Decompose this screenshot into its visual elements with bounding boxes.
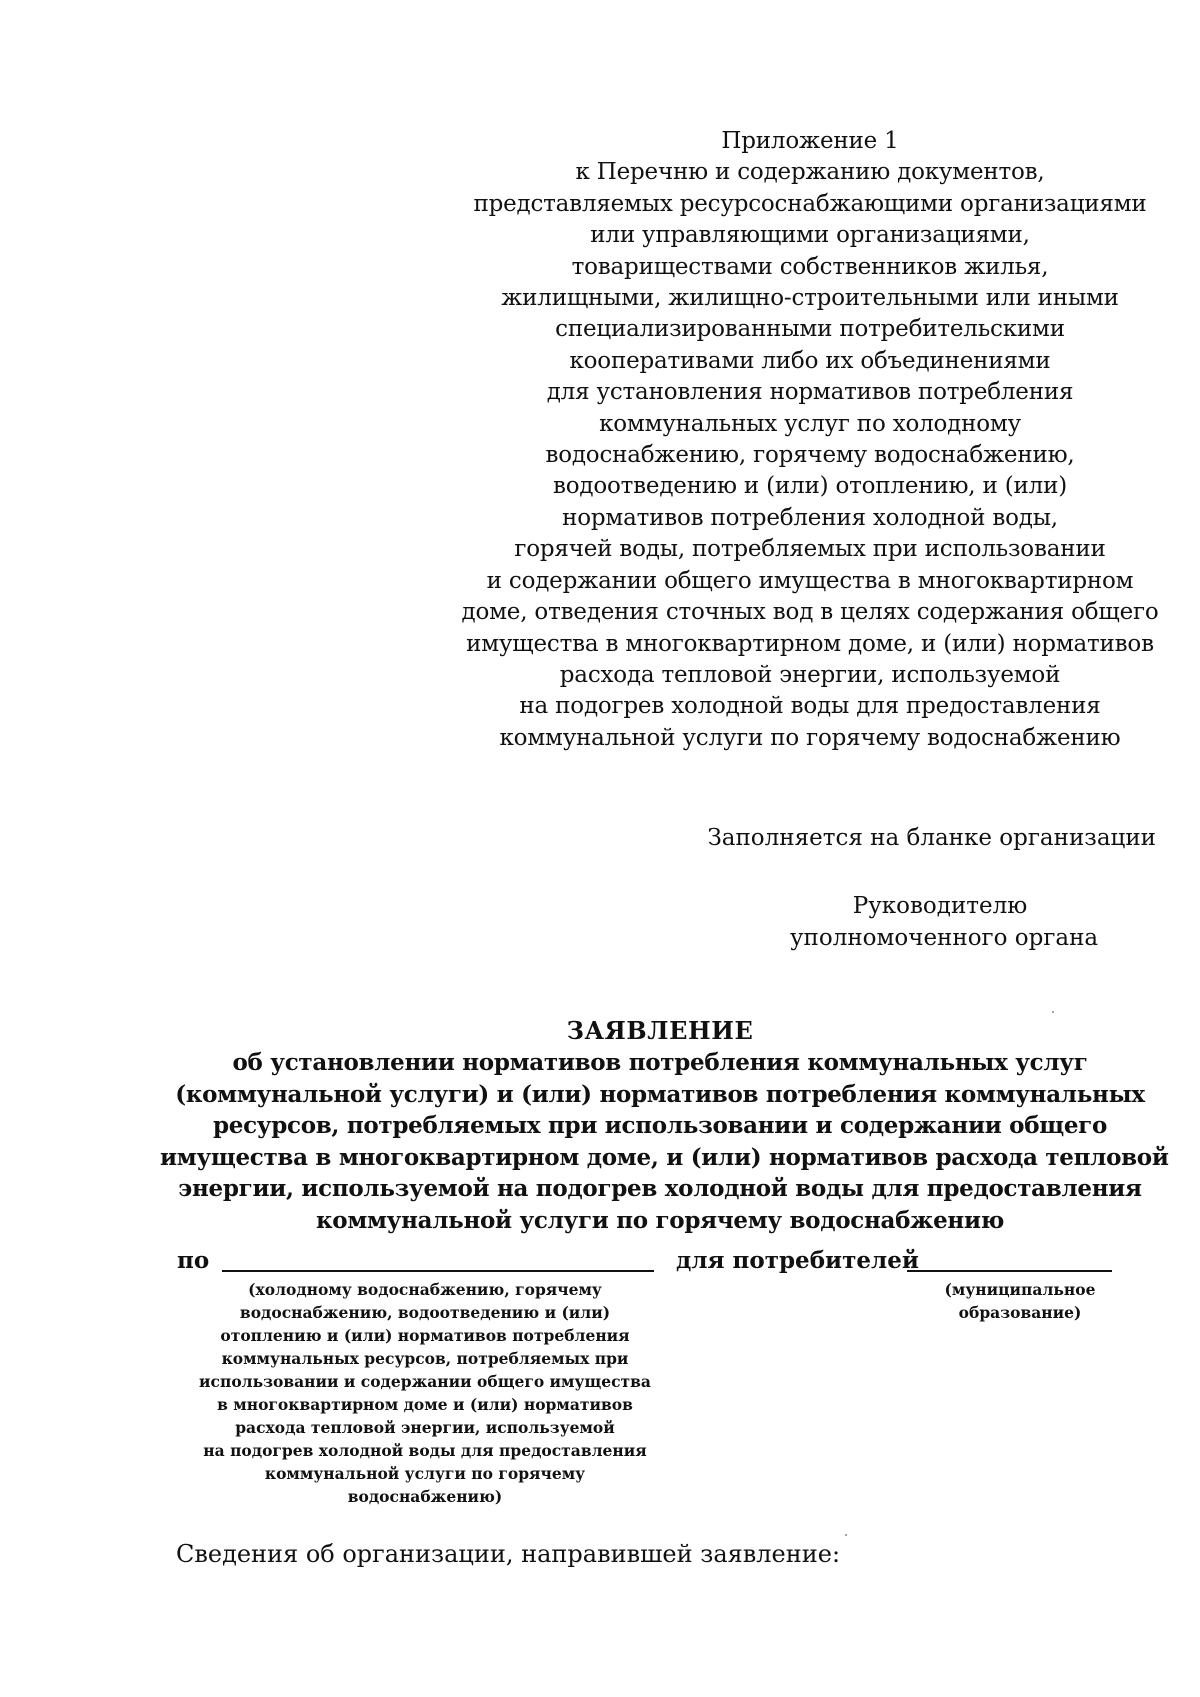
appendix-line: или управляющими организациями, bbox=[590, 222, 1030, 249]
hint-line: коммунальных ресурсов, потребляемых при bbox=[221, 1349, 629, 1368]
consumers-label: для потребителей bbox=[676, 1247, 919, 1274]
addressee-block bbox=[790, 890, 1099, 954]
appendix-line: на подогрев холодной воды для предоставления bbox=[519, 693, 1101, 720]
appendix-line: кооперативами либо их объединениями bbox=[569, 347, 1051, 374]
appendix-line: товариществами собственников жилья, bbox=[571, 253, 1049, 280]
appendix-line: Приложение 1 bbox=[721, 128, 899, 154]
hint-line: водоснабжению) bbox=[347, 1487, 503, 1506]
service-blank-field[interactable] bbox=[222, 1270, 654, 1272]
appendix-line: для установления нормативов потребления bbox=[546, 379, 1074, 406]
hint-line: (холодному водоснабжению, горячему bbox=[248, 1280, 602, 1299]
appendix-header bbox=[460, 126, 1160, 754]
appendix-line: доме, отведения сточных вод в целях содержания общего bbox=[461, 599, 1159, 626]
subtitle-line: ресурсов, потребляемых при использовании и содержании общего bbox=[212, 1112, 1108, 1140]
scan-speck bbox=[1052, 1011, 1054, 1013]
document-subtitle bbox=[160, 1047, 1169, 1237]
letterhead-note: Заполняется на бланке организации bbox=[707, 825, 1156, 851]
appendix-line: коммунальной услуги по горячему водоснабжению bbox=[499, 724, 1121, 751]
appendix-line: водоотведению и (или) отоплению, и (или) bbox=[552, 473, 1067, 500]
scan-speck bbox=[845, 1534, 847, 1536]
municipality-blank-field[interactable] bbox=[907, 1270, 1112, 1272]
hint-line: коммунальной услуги по горячему bbox=[264, 1464, 586, 1483]
hint-line: использовании и содержании общего имущества bbox=[199, 1372, 651, 1391]
appendix-line: имущества в многоквартирном доме, и (или) нормативов bbox=[466, 630, 1154, 657]
hint-line: отоплению и (или) нормативов потребления bbox=[220, 1326, 630, 1345]
service-fill-row bbox=[0, 1245, 1200, 1277]
subtitle-line: имущества в многоквартирном доме, и (или) нормативов расхода тепловой bbox=[160, 1143, 1169, 1171]
hint-line: (муниципальное bbox=[944, 1280, 1096, 1299]
appendix-line: к Перечню и содержанию документов, bbox=[575, 159, 1045, 186]
hint-line: водоснабжению, водоотведению и (или) bbox=[239, 1303, 611, 1322]
hint-line: в многоквартирном доме и (или) нормативов bbox=[217, 1395, 633, 1414]
addressee-line: Руководителю bbox=[852, 893, 1028, 919]
municipality-field-hint bbox=[920, 1278, 1120, 1324]
subtitle-line: об установлении нормативов потребления коммунальных услуг bbox=[232, 1049, 1088, 1076]
subtitle-line: энергии, используемой на подогрев холодной воды для предоставления bbox=[178, 1175, 1142, 1203]
appendix-line: водоснабжению, горячему водоснабжению, bbox=[545, 442, 1075, 469]
appendix-line: жилищными, жилищно-строительными или иными bbox=[501, 285, 1119, 312]
appendix-line: и содержании общего имущества в многоквартирном bbox=[486, 567, 1134, 594]
appendix-line: горячей воды, потребляемых при использовании bbox=[514, 536, 1106, 563]
subtitle-line: (коммунальной услуги) и (или) нормативов потребления коммунальных bbox=[175, 1080, 1145, 1108]
organization-info-heading: Сведения об организации, направившей заявление: bbox=[176, 1540, 841, 1568]
document-title: ЗАЯВЛЕНИЕ bbox=[566, 1016, 754, 1045]
appendix-line: расхода тепловой энергии, используемой bbox=[559, 661, 1061, 688]
appendix-line: специализированными потребительскими bbox=[555, 316, 1065, 343]
addressee-line: уполномоченного органа bbox=[790, 925, 1099, 951]
appendix-line: коммунальных услуг по холодному bbox=[599, 410, 1021, 437]
hint-line: на подогрев холодной воды для предоставления bbox=[203, 1441, 647, 1460]
hint-line: расхода тепловой энергии, используемой bbox=[235, 1418, 615, 1437]
subtitle-line: коммунальной услуги по горячему водоснабжению bbox=[315, 1206, 1005, 1234]
appendix-line: нормативов потребления холодной воды, bbox=[562, 504, 1058, 531]
hint-line: образование) bbox=[958, 1303, 1082, 1322]
appendix-line: представляемых ресурсоснабжающими организациями bbox=[473, 190, 1147, 217]
service-field-hint bbox=[190, 1278, 660, 1508]
service-label: по bbox=[177, 1247, 210, 1274]
